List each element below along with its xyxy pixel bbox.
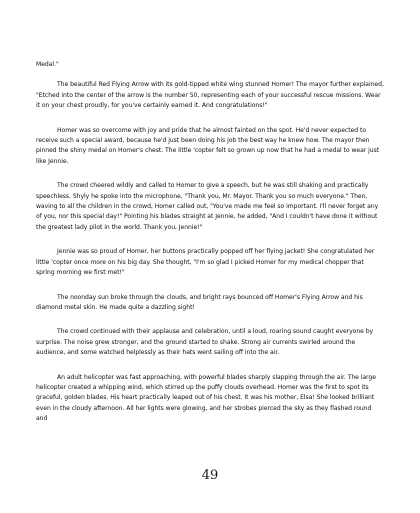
paragraph-roaring-sound: The crowd continued with their applause and celebration, until a loud, roaring sound caught everyone by surprise. The noise grew stronger, and the ground started to shake. Strong air currents swirled around the audience, and some watched helplessly as their hats went sailing off into the air. xyxy=(36,328,374,357)
paragraph-continuation: Medal." xyxy=(36,61,59,68)
paragraph-medal-description: The beautiful Red Flying Arrow with its gold-tipped white wing stunned Homer! The mayor further explained, "Etched into the center of the arrow is the number 50, representing each of your successful rescue missions. Wear it on your chest proudly, for you've certainly earned it. And congratulations!" xyxy=(36,81,384,110)
page-number: 49 xyxy=(201,468,219,483)
paragraph-jennie-proud: Jennie was so proud of Homer, her buttons practically popped off her flying jacket! She congratulated her little 'copter once more on his big day. She thought, "I'm so glad I picked Homer for my medical chopper that spring morning we first met!" xyxy=(36,248,375,277)
paragraph-homer-overcome: Homer was so overcome with joy and pride that he almost fainted on the spot. He'd never expected to receive such a special award, because he'd just been doing his job the best way he knew how. The mayor then pinned the shiny medal on Homer's chest. The little 'copter felt so grown up now that he had a medal to wear just like Jennie. xyxy=(36,126,380,165)
paragraph-crowd-cheered: The crowd cheered wildly and called to Homer to give a speech, but he was still shaking and practically speechless. Shyly he spoke into the microphone, "Thank you, Mr. Mayor. Thank you so much everyone." Then, waving to all the children in the crowd, Homer called out, "You've made me feel so important. I'll never forget any of you, nor this special day!" Pointing his blades straight at Jennie, he added, "And I couldn't have done it without the greatest lady pilot in the world. Thank you, Jennie!" xyxy=(36,182,379,231)
paragraph-adult-helicopter: An adult helicopter was fast approaching, with powerful blades sharply slapping through the air. The large helicopter created a whipping wind, which stirred up the puffy clouds overhead. Homer was the first to spot its graceful, golden blades. His heart practically leaped out of his chest. It was his mother, Elsa! She looked brilliant even in the cloudy afternoon. All her lights were glowing, and her strobes pierced the sky as they flashed round and xyxy=(36,373,376,423)
page-body xyxy=(36,60,384,425)
paragraph-noonday-sun: The noonday sun broke through the clouds, and bright rays bounced off Homer's Flying Arrow and his diamond metal skin. He made quite a dazzling sight! xyxy=(36,293,363,311)
